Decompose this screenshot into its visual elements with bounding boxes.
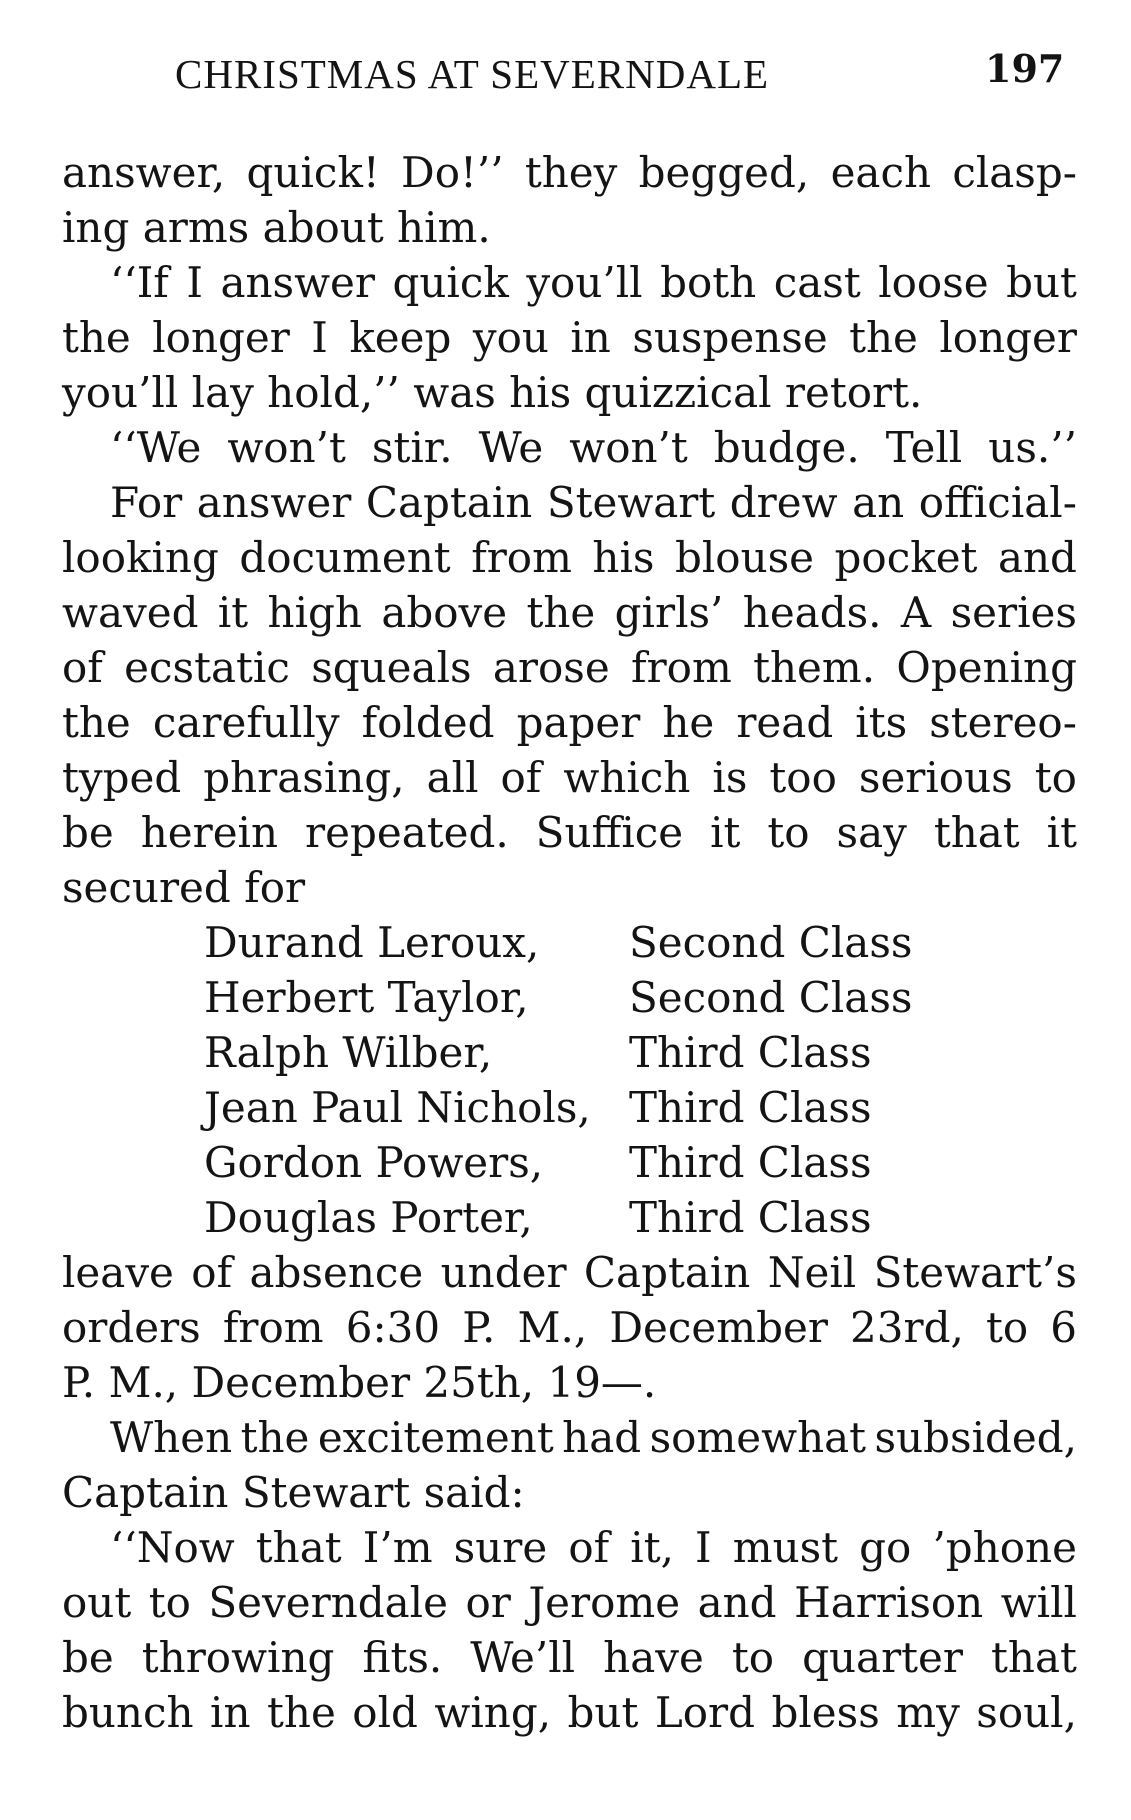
- cadet-class: Third Class: [629, 1083, 872, 1132]
- word: paper: [516, 698, 641, 747]
- word: I: [695, 1523, 712, 1572]
- text-line: [62, 1245, 1077, 1300]
- word: official-: [918, 478, 1077, 527]
- text-line: [62, 200, 1077, 255]
- word: begged,: [638, 148, 810, 197]
- word: Stewart’s: [873, 1248, 1077, 1297]
- word: to: [767, 808, 810, 857]
- word: quick: [392, 258, 509, 307]
- word: out: [62, 1578, 132, 1627]
- text-line: [62, 1520, 1077, 1575]
- word: pocket: [834, 533, 978, 582]
- word: document: [239, 533, 451, 582]
- cadet-class: Third Class: [629, 1193, 872, 1242]
- word: heads.: [742, 588, 882, 637]
- word: all: [426, 753, 479, 802]
- text-line: [62, 530, 1077, 585]
- word: ’phone: [932, 1523, 1077, 1572]
- paragraphs-top: [62, 145, 1077, 915]
- line-text: you’ll lay hold,’’ was his quizzical retort.: [62, 368, 923, 417]
- word: it,: [630, 1523, 674, 1572]
- word: carefully: [152, 698, 340, 747]
- text-line: [62, 1685, 1077, 1740]
- word: them.: [753, 643, 876, 692]
- word: will: [1000, 1578, 1077, 1627]
- word: drew: [729, 478, 838, 527]
- text-line: [62, 1630, 1077, 1685]
- word: but: [1006, 258, 1077, 307]
- word: P.: [462, 1303, 496, 1352]
- text-line: [62, 420, 1077, 475]
- word: keep: [349, 313, 452, 362]
- word: the: [62, 698, 131, 747]
- word: longer: [939, 313, 1077, 362]
- text-line: [62, 585, 1077, 640]
- word: won’t: [569, 423, 688, 472]
- word: of: [500, 753, 542, 802]
- word: Stewart: [546, 478, 716, 527]
- word: is: [712, 753, 748, 802]
- text-line: [62, 475, 1077, 530]
- word: go: [859, 1523, 912, 1572]
- word: he: [662, 698, 715, 747]
- text-line: [62, 695, 1077, 750]
- word: When: [110, 1413, 233, 1462]
- word: which: [563, 753, 691, 802]
- roster-row: [204, 1080, 1077, 1135]
- word: of: [568, 1523, 610, 1572]
- word: repeated.: [305, 808, 509, 857]
- text-line: [62, 640, 1077, 695]
- paragraphs-bottom: [62, 1245, 1077, 1740]
- word: absence: [249, 1248, 424, 1297]
- word: above: [381, 588, 508, 637]
- word: Do!’’: [401, 148, 504, 197]
- roster-row: [204, 1025, 1077, 1080]
- word: throwing: [141, 1633, 335, 1682]
- roster-row: [204, 1190, 1077, 1245]
- word: folded: [361, 698, 495, 747]
- word: Captain: [365, 478, 533, 527]
- word: quick!: [246, 148, 380, 197]
- running-head: CHRISTMAS AT SEVERNDALE: [175, 51, 770, 97]
- cadet-name: Herbert Taylor,: [204, 973, 529, 1022]
- word: both: [660, 258, 757, 307]
- roster-row: [204, 1135, 1077, 1190]
- word: read: [736, 698, 834, 747]
- word: Opening: [896, 643, 1077, 692]
- text-line: [62, 1575, 1077, 1630]
- word: the: [267, 1688, 336, 1737]
- word: herein: [140, 808, 279, 857]
- word: Jerome: [528, 1578, 681, 1627]
- word: series: [950, 588, 1077, 637]
- word: of: [62, 643, 103, 692]
- word: We’ll: [470, 1633, 576, 1682]
- word: the: [526, 588, 596, 637]
- text-line: [62, 145, 1077, 200]
- word: looking: [62, 533, 219, 582]
- word: soul,: [976, 1688, 1077, 1737]
- word: of: [191, 1248, 233, 1297]
- word: ‘‘Now: [110, 1523, 235, 1572]
- word: Lord: [654, 1688, 755, 1737]
- word: loose: [878, 258, 989, 307]
- text-line: [62, 805, 1077, 860]
- word: answer,: [62, 148, 226, 197]
- text-line: [62, 1355, 1077, 1410]
- word: somewhat: [649, 1413, 867, 1462]
- word: to: [985, 1303, 1029, 1352]
- word: 23rd,: [850, 1303, 964, 1352]
- cadet-name: Ralph Wilber,: [204, 1028, 493, 1077]
- word: Severndale: [208, 1578, 448, 1627]
- text-line: [62, 1300, 1077, 1355]
- word: squeals: [311, 643, 472, 692]
- leave-roster: [62, 915, 1077, 1245]
- roster-row: [204, 970, 1077, 1025]
- word: For: [110, 478, 183, 527]
- word: have: [603, 1633, 704, 1682]
- cadet-name: Gordon Powers,: [204, 1138, 544, 1187]
- word: Tell: [885, 423, 963, 472]
- roster-row: [204, 915, 1077, 970]
- word: subsided,: [874, 1413, 1077, 1462]
- word: the: [62, 313, 131, 362]
- word: arose: [492, 643, 610, 692]
- word: stereo-: [929, 698, 1077, 747]
- cadet-name: Douglas Porter,: [204, 1193, 533, 1242]
- cadet-name: Durand Leroux,: [204, 918, 540, 967]
- word: to: [148, 1578, 191, 1627]
- word: old: [352, 1688, 418, 1737]
- word: under: [440, 1248, 567, 1297]
- word: ecstatic: [124, 643, 290, 692]
- word: from: [471, 533, 572, 582]
- word: say: [836, 808, 907, 857]
- word: or: [465, 1578, 511, 1627]
- word: I’m: [362, 1523, 433, 1572]
- word: 6:30: [345, 1303, 441, 1352]
- text-line: [62, 860, 1077, 915]
- word: in: [570, 313, 611, 362]
- word: you’ll: [526, 258, 643, 307]
- word: longer: [152, 313, 290, 362]
- word: it: [1046, 808, 1077, 857]
- word: high: [267, 588, 362, 637]
- word: phrasing,: [203, 753, 405, 802]
- word: Captain: [583, 1248, 751, 1297]
- word: that: [255, 1523, 342, 1572]
- word: typed: [62, 753, 182, 802]
- word: girls’: [614, 588, 724, 637]
- word: that: [933, 808, 1020, 857]
- word: they: [524, 148, 618, 197]
- word: and: [697, 1578, 777, 1627]
- word: blouse: [674, 533, 815, 582]
- word: must: [732, 1523, 839, 1572]
- word: M.,: [517, 1303, 588, 1352]
- word: bless: [771, 1688, 880, 1737]
- word: the: [849, 313, 918, 362]
- word: I: [311, 313, 328, 362]
- word: cast: [773, 258, 861, 307]
- word: budge.: [713, 423, 860, 472]
- word: Neil: [767, 1248, 857, 1297]
- word: clasp-: [952, 148, 1077, 197]
- word: ‘‘If: [110, 258, 169, 307]
- word: orders: [62, 1303, 201, 1352]
- word: to: [731, 1633, 775, 1682]
- word: sure: [453, 1523, 548, 1572]
- word: suspense: [632, 313, 828, 362]
- word: quarter: [802, 1633, 963, 1682]
- cadet-class: Third Class: [629, 1138, 872, 1187]
- word: it: [217, 588, 249, 637]
- word: its: [855, 698, 908, 747]
- word: wing,: [434, 1688, 552, 1737]
- line-text: Captain Stewart said:: [62, 1468, 525, 1517]
- word: bunch: [62, 1688, 194, 1737]
- word: 6: [1050, 1303, 1077, 1352]
- word: serious: [858, 753, 1013, 802]
- page-number: 197: [985, 46, 1065, 91]
- cadet-name: Jean Paul Nichols,: [204, 1083, 591, 1132]
- word: A: [900, 588, 932, 637]
- word: in: [210, 1688, 251, 1737]
- word: We: [478, 423, 544, 472]
- line-text: ing arms about him.: [62, 203, 491, 252]
- cadet-class: Third Class: [629, 1028, 872, 1077]
- cadet-class: Second Class: [629, 973, 913, 1022]
- word: that: [991, 1633, 1077, 1682]
- word: my: [896, 1688, 960, 1737]
- word: be: [62, 1633, 114, 1682]
- word: answer: [220, 258, 375, 307]
- word: us.’’: [988, 423, 1077, 472]
- word: too: [769, 753, 837, 802]
- word: you: [472, 313, 549, 362]
- word: ‘‘We: [110, 423, 202, 472]
- word: each: [830, 148, 932, 197]
- word: but: [567, 1688, 639, 1737]
- line-text: P. M., December 25th, 19—.: [62, 1358, 657, 1407]
- text-line: [62, 310, 1077, 365]
- word: it: [710, 808, 741, 857]
- line-text: secured for: [62, 863, 306, 912]
- word: and: [997, 533, 1077, 582]
- word: fits.: [362, 1633, 443, 1682]
- body-text: [62, 145, 1077, 1740]
- word: leave: [62, 1248, 174, 1297]
- word: from: [222, 1303, 324, 1352]
- word: Suffice: [535, 808, 684, 857]
- text-line: [62, 365, 1077, 420]
- word: answer: [196, 478, 352, 527]
- cadet-class: Second Class: [629, 918, 913, 967]
- word: won’t: [227, 423, 346, 472]
- word: waved: [62, 588, 199, 637]
- word: December: [609, 1303, 828, 1352]
- word: be: [62, 808, 114, 857]
- word: from: [631, 643, 732, 692]
- word: stir.: [371, 423, 453, 472]
- word: had: [562, 1413, 642, 1462]
- word: to: [1034, 753, 1077, 802]
- text-line: [62, 750, 1077, 805]
- word: I: [186, 258, 203, 307]
- word: the: [240, 1413, 310, 1462]
- word: his: [592, 533, 655, 582]
- text-line: [62, 1410, 1077, 1465]
- word: Harrison: [794, 1578, 984, 1627]
- word: an: [852, 478, 905, 527]
- word: excitement: [317, 1413, 554, 1462]
- text-line: [62, 255, 1077, 310]
- text-line: [62, 1465, 1077, 1520]
